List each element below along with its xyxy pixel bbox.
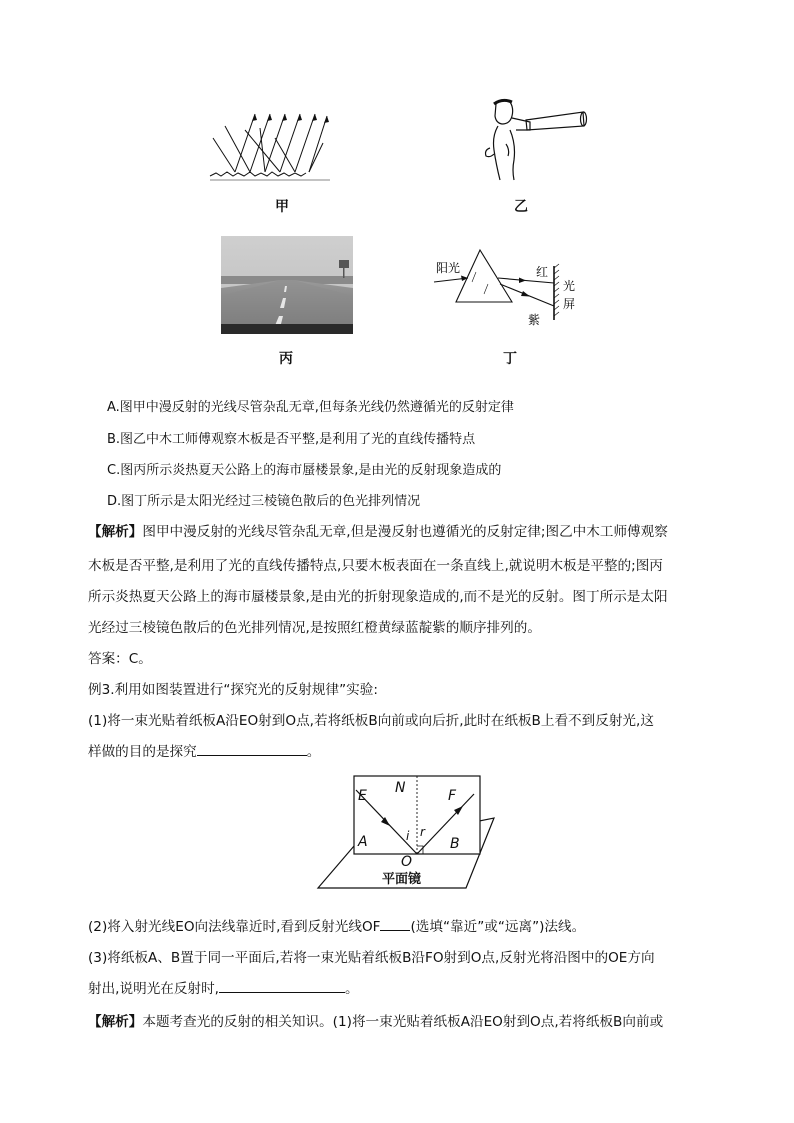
question-3-line-2: 射出,说明光在反射时, 。 (88, 977, 359, 997)
caption-bing: 丙 (279, 351, 293, 367)
label-E: E (358, 788, 367, 804)
question-3-line-1: (3)将纸板A、B置于同一平面后,若将一束光贴着纸板B沿FO射到O点,反射光将沿图中的OE方向 (88, 950, 655, 966)
option-d: D.图丁所示是太阳光经过三棱镜色散后的色光排列情况 (107, 494, 421, 509)
label-i: i (406, 829, 410, 843)
label-red: 红 (536, 265, 549, 279)
question-1-line-1: (1)将一束光贴着纸板A沿EO射到O点,若将纸板B向前或向后折,此时在纸板B上看不到反射光,这 (88, 713, 654, 729)
label-screen-2: 屏 (563, 297, 576, 311)
answer-blank-2[interactable] (380, 916, 410, 931)
label-N: N (395, 780, 406, 796)
answer-blank-3[interactable] (219, 978, 345, 993)
label-screen-1: 光 (563, 279, 576, 293)
caption-yi: 乙 (514, 199, 528, 215)
caption-ding: 丁 (503, 351, 517, 367)
question-2: (2)将入射光线EO向法线靠近时,看到反射光线OF (选填“靠近”或“远离”)法线。 (88, 915, 585, 935)
analysis-1-line-2: 木板是否平整,是利用了光的直线传播特点,只要木板表面在一条直线上,就说明木板是平整的;图丙 (88, 558, 663, 574)
figure-bing-road-photo (221, 236, 353, 334)
figure-yi-carpenter (478, 96, 588, 186)
analysis-1-line-3: 所示炎热夏天公路上的海市蜃楼景象,是由光的折射现象造成的,而不是光的反射。图丁所示是太阳 (88, 589, 668, 605)
answer: 答案：C。 (88, 651, 152, 667)
label-violet: 紫 (528, 313, 541, 327)
answer-blank-1[interactable] (197, 741, 307, 756)
caption-jia: 甲 (275, 199, 289, 215)
figure-reflection-apparatus (314, 772, 496, 894)
question-1-line-2: 样做的目的是探究 。 (88, 740, 320, 760)
label-r: r (420, 825, 425, 839)
example-3-title: 例3.利用如图装置进行“探究光的反射规律”实验: (88, 682, 378, 698)
figure-jia-diffuse-reflection (205, 108, 340, 188)
figure-ding-prism (430, 242, 590, 336)
label-F: F (448, 788, 457, 804)
label-O: O (401, 854, 413, 870)
option-c: C.图丙所示炎热夏天公路上的海市蜃楼景象,是由光的反射现象造成的 (107, 463, 502, 478)
analysis-2-line-1: 【解析】本题考查光的反射的相关知识。(1)将一束光贴着纸板A沿EO射到O点,若将纸板B向前或 (88, 1014, 664, 1030)
label-plane-mirror: 平面镜 (382, 872, 422, 887)
label-B: B (450, 836, 460, 852)
analysis-1-line-4: 光经过三棱镜色散后的色光排列情况,是按照红橙黄绿蓝靛紫的顺序排列的。 (88, 620, 541, 636)
analysis-tag: 【解析】 (88, 524, 143, 540)
analysis-1-line-1: 【解析】图甲中漫反射的光线尽管杂乱无章,但是漫反射也遵循光的反射定律;图乙中木工师傅观察 (88, 524, 668, 540)
option-b: B.图乙中木工师傅观察木板是否平整,是利用了光的直线传播特点 (107, 432, 476, 447)
label-sunlight: 阳光 (436, 261, 461, 275)
analysis-2-tag: 【解析】 (88, 1014, 143, 1030)
label-A: A (358, 834, 368, 850)
option-a: A.图甲中漫反射的光线尽管杂乱无章,但每条光线仍然遵循光的反射定律 (107, 400, 514, 415)
